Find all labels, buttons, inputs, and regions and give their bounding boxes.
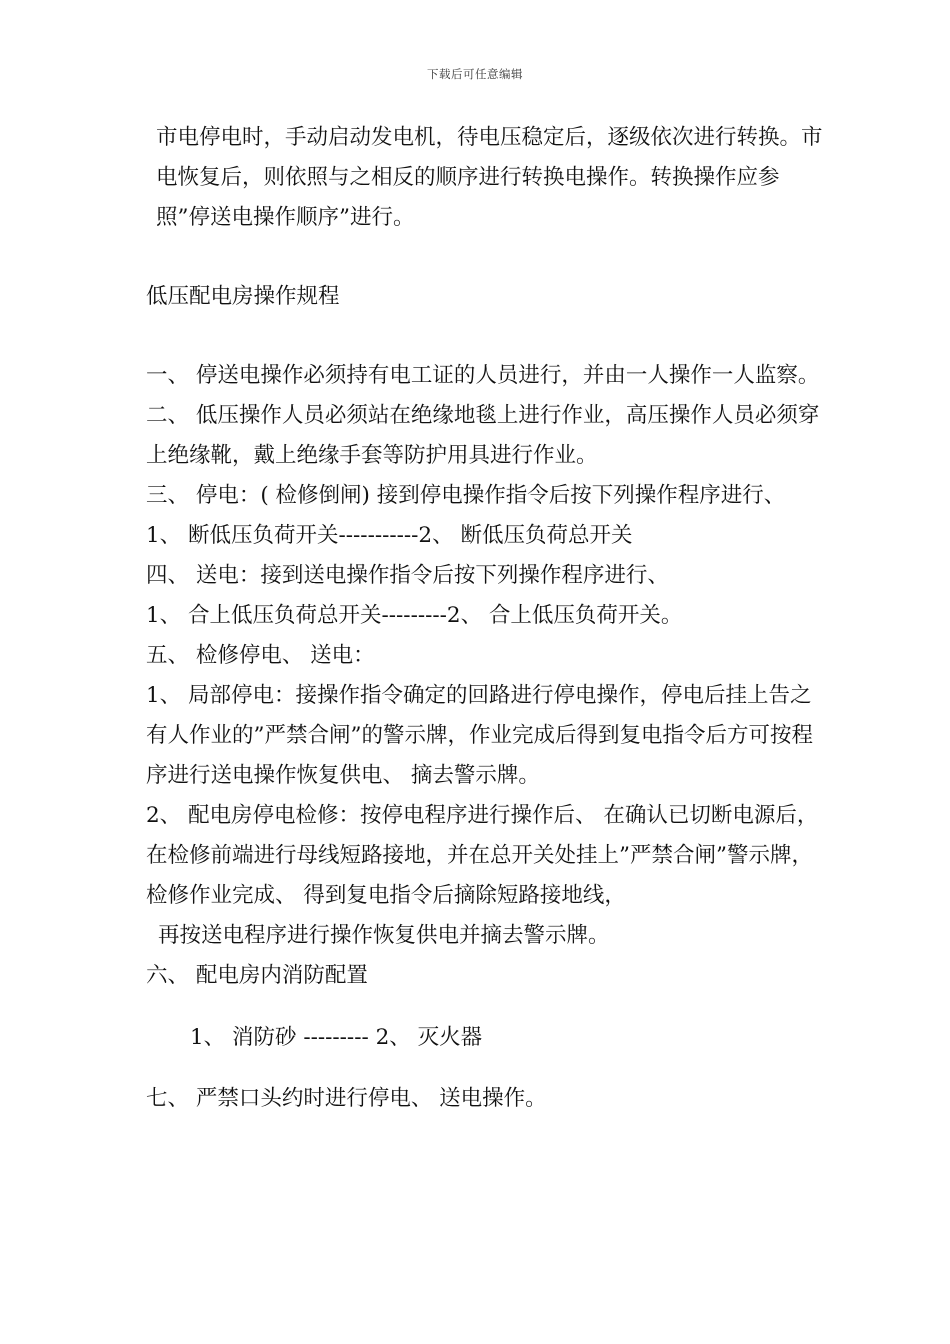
rule-item-4: 四、 送电：接到送电操作指令后按下列操作程序进行、 <box>146 563 669 588</box>
rule-item-4-steps: 1、 合上低压负荷总开关---------2、 合上低压负荷开关。 <box>146 603 683 628</box>
section-title: 低压配电房操作规程 <box>146 284 340 309</box>
rule-item-3: 三、 停电：( 检修倒闸) 接到停电操作指令后按下列操作程序进行、 <box>146 483 786 508</box>
page-header-note: 下载后可任意编辑 <box>427 67 523 81</box>
rule-item-6-steps: 1、 消防砂 --------- 2、 灭火器 <box>190 1024 483 1050</box>
rule-item-1: 一、 停送电操作必须持有电工证的人员进行，并由一人操作一人监察。 <box>146 363 820 388</box>
rule-item-6: 六、 配电房内消防配置 <box>146 963 368 988</box>
rule-item-5-sub-2: 2、 配电房停电检修：按停电程序进行操作后、 在确认已切断电源后，在检修前端进行母线短路接地，并在总开关处挂上”严禁合闸”警示牌，检修作业完成、 得到复电指令后摘除短路接地线， <box>146 803 819 908</box>
rule-item-5: 五、 检修停电、 送电： <box>146 643 375 668</box>
document-body <box>146 118 826 1119</box>
intro-paragraph: 市电停电时，手动启动发电机，待电压稳定后，逐级依次进行转换。市电恢复后，则依照与之相反的顺序进行转换电操作。转换操作应参照”停送电操作顺序”进行。 <box>156 125 823 230</box>
rule-item-5-sub-1: 1、 局部停电：接操作指令确定的回路进行停电操作，停电后挂上告之有人作业的”严禁合闸”的警示牌，作业完成后得到复电指令后方可按程序进行送电操作恢复供电、 摘去警示牌。 <box>146 683 813 788</box>
rule-item-2: 二、 低压操作人员必须站在绝缘地毯上进行作业，高压操作人员必须穿上绝缘靴，戴上绝缘手套等防护用具进行作业。 <box>146 403 820 468</box>
rule-item-3-steps: 1、 断低压负荷开关-----------2、 断低压负荷总开关 <box>146 523 633 548</box>
rule-item-5-sub-2-cont: 再按送电程序进行操作恢复供电并摘去警示牌。 <box>158 923 610 948</box>
rule-item-7: 七、 严禁口头约时进行停电、 送电操作。 <box>146 1086 547 1111</box>
